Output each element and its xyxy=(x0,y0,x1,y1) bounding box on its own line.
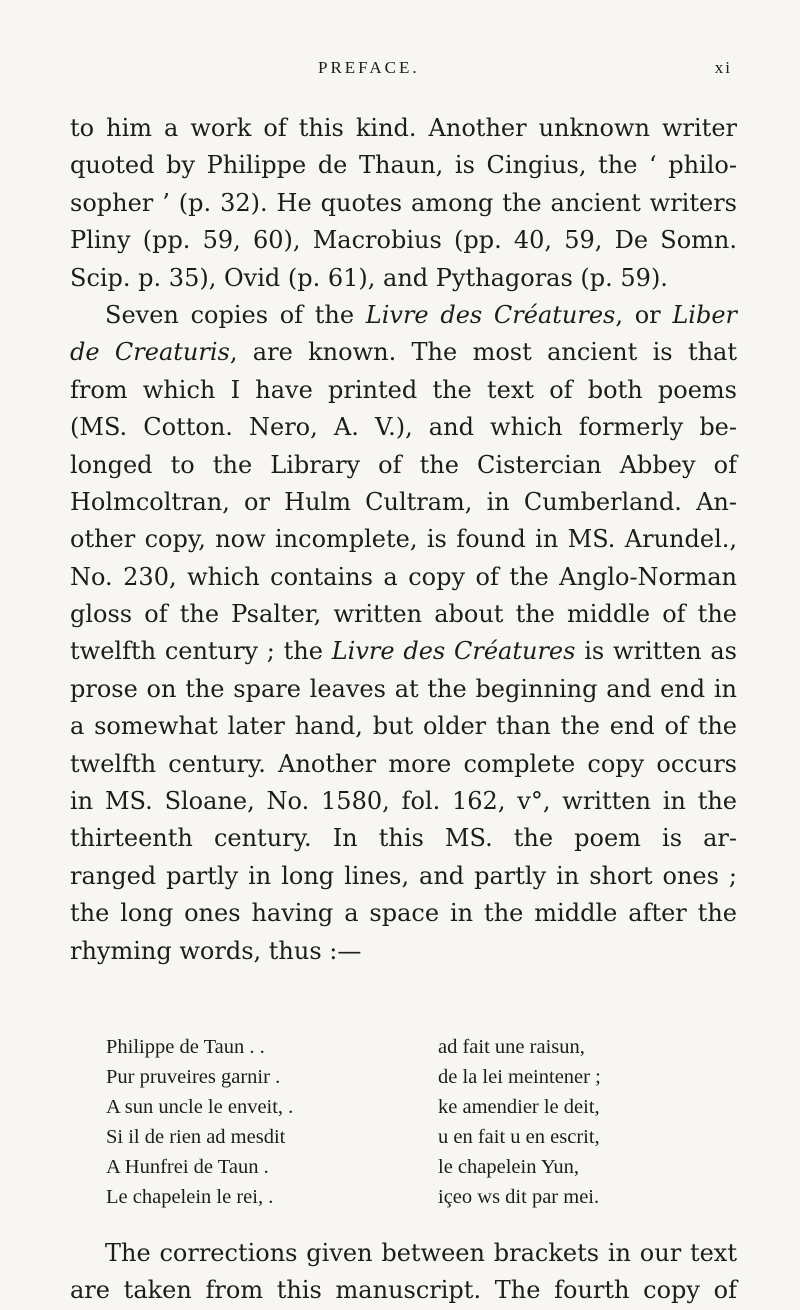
text-line: ranged partly in long lines, and partly in short ones ; xyxy=(70,861,737,890)
text-line: Pliny (pp. 59, 60), Macrobius (pp. 40, 59, De Somn. xyxy=(70,226,737,255)
verse-left-half: A sun uncle le enveit, . xyxy=(106,1096,294,1118)
text-line: Seven copies of the Livre des Créatures, or Liber xyxy=(105,300,737,329)
text-line: (MS. Cotton. Nero, A. V.), and which formerly be- xyxy=(70,413,737,442)
text-line: thirteenth century. In this MS. the poem is ar- xyxy=(70,824,737,853)
text-line: are taken from this manuscript. The fourth copy of xyxy=(70,1276,737,1305)
text-line: No. 230, which contains a copy of the Anglo-Norman xyxy=(70,562,737,591)
verse-left-half: Philippe de Taun . . xyxy=(106,1036,265,1058)
verse-line xyxy=(0,1122,800,1152)
verse-left-half: Le chapelein le rei, . xyxy=(106,1186,274,1208)
page-header xyxy=(0,58,800,88)
verse-right-half: u en fait u en escrit, xyxy=(438,1126,600,1148)
text-line: the long ones having a space in the middle after the xyxy=(70,899,737,928)
verse-right-half: ke amendier le deit, xyxy=(438,1096,600,1118)
verse-right-half: ad fait une raisun, xyxy=(438,1036,585,1058)
text-line: Scip. p. 35), Ovid (p. 61), and Pythagoras (p. 59). xyxy=(70,263,668,292)
text-line: a somewhat later hand, but older than the end of the xyxy=(70,712,737,741)
text-line: Holmcoltran, or Hulm Cultram, in Cumberland. An- xyxy=(70,487,737,516)
running-head: PREFACE. xyxy=(318,58,420,77)
verse-left-half: A Hunfrei de Taun . xyxy=(106,1156,269,1178)
text-line: twelfth century. Another more complete copy occurs xyxy=(70,749,737,778)
text-line: prose on the spare leaves at the beginning and end in xyxy=(70,674,737,703)
verse-left-half: Pur pruveires garnir . xyxy=(106,1066,281,1088)
verse-left-half: Si il de rien ad mesdit xyxy=(106,1126,286,1148)
text-line: from which I have printed the text of both poems xyxy=(70,375,737,404)
verse-line xyxy=(0,1092,800,1122)
page-number: xi xyxy=(714,58,732,77)
verse-line xyxy=(0,1032,800,1062)
text-line: longed to the Library of the Cistercian Abbey of xyxy=(70,450,737,479)
text-line: other copy, now incomplete, is found in MS. Arundel., xyxy=(70,525,737,554)
text-line: twelfth century ; the Livre des Créatures is written as xyxy=(70,637,737,666)
verse-right-half: le chapelein Yun, xyxy=(438,1156,579,1178)
text-line: to him a work of this kind. Another unknown writer xyxy=(70,114,737,142)
closing-paragraph xyxy=(70,1235,737,1310)
text-line: rhyming words, thus :— xyxy=(70,936,362,965)
verse-line xyxy=(0,1152,800,1182)
text-line: in MS. Sloane, No. 1580, fol. 162, v°, written in the xyxy=(70,787,737,816)
text-line: de Creaturis, are known. The most ancient is that xyxy=(70,338,737,367)
text-line: The corrections given between brackets in our text xyxy=(105,1239,737,1267)
text-line: quoted by Philippe de Thaun, is Cingius, the ‘ philo- xyxy=(70,151,737,180)
verse-line xyxy=(0,1182,800,1212)
verse-right-half: içeo ws dit par mei. xyxy=(438,1186,600,1208)
preface-paragraph xyxy=(70,110,737,970)
verse-quotation xyxy=(0,1032,800,1212)
text-line: sopher ’ (p. 32). He quotes among the ancient writers xyxy=(70,188,737,217)
verse-line xyxy=(0,1062,800,1092)
verse-right-half: de la lei meintener ; xyxy=(438,1066,601,1088)
text-line: gloss of the Psalter, written about the middle of the xyxy=(70,600,737,629)
